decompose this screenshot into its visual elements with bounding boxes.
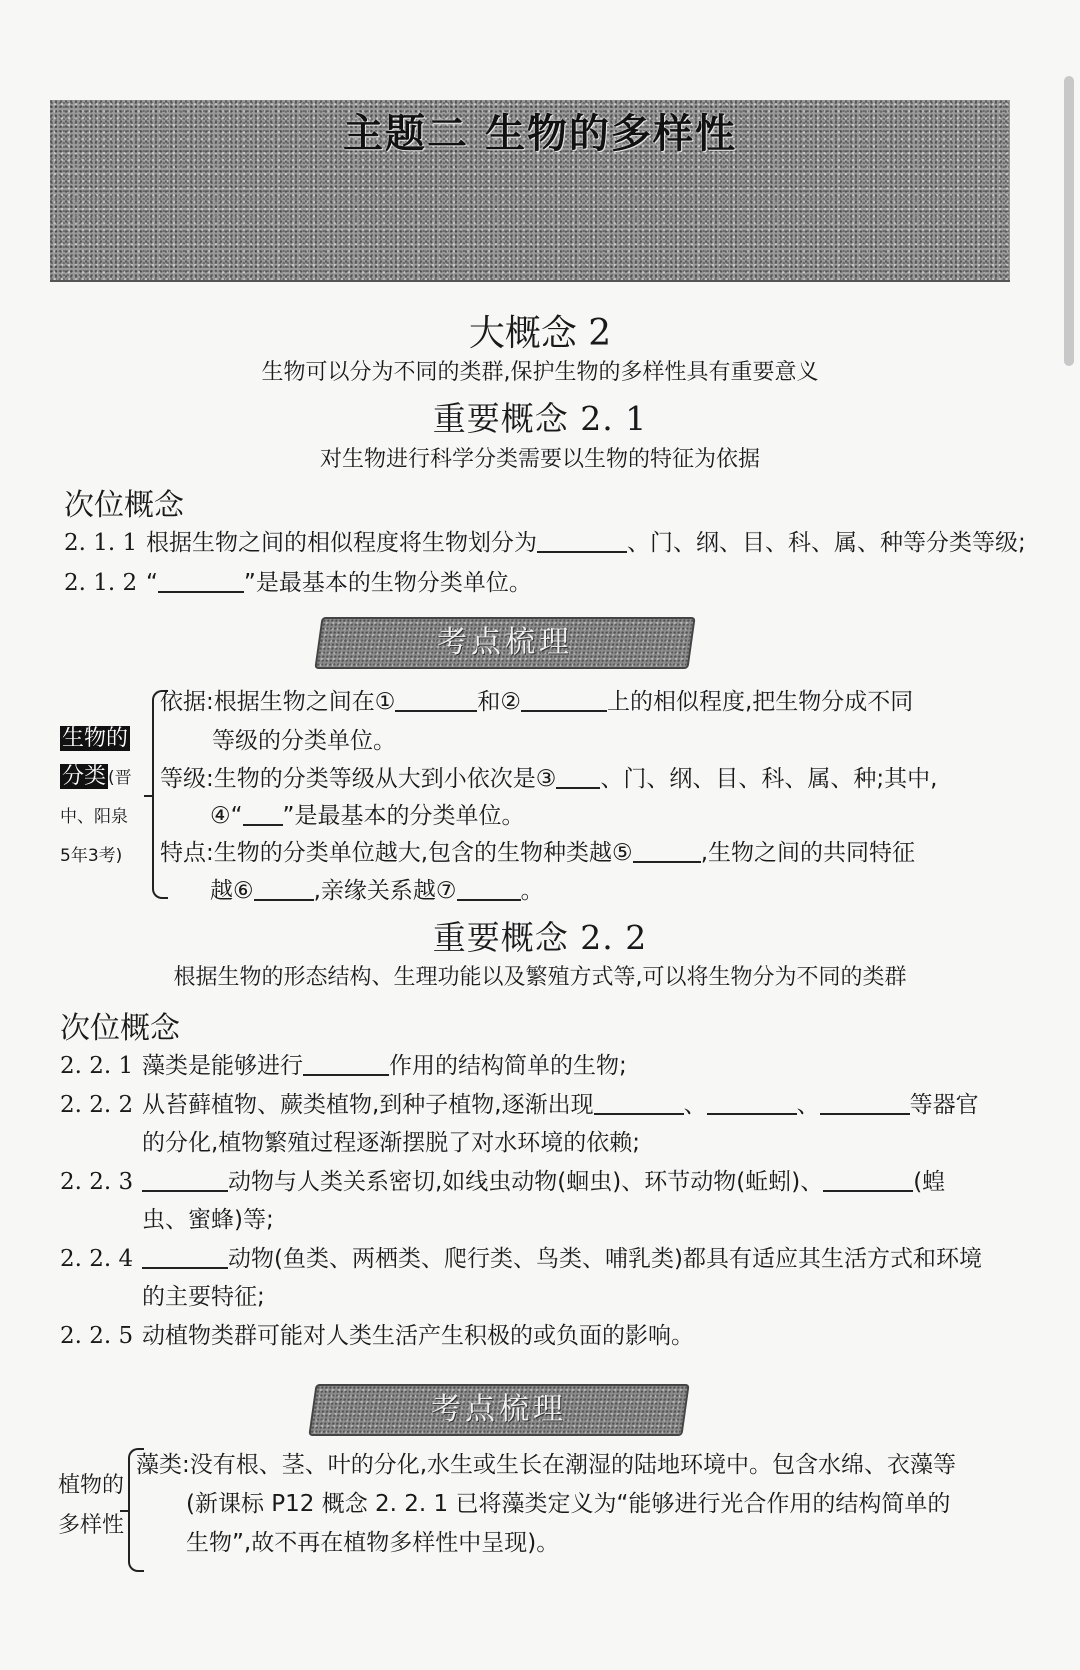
concept-2-1-title: 重要概念 2. 1 <box>432 399 648 438</box>
label-line: 植物的 <box>58 1473 125 1498</box>
sub-concept-heading-2: 次位概念 <box>60 1011 180 1046</box>
basis-line <box>160 683 913 716</box>
algae-line-2: (新课标 P12 概念 2. 2. 1 已将藻类定义为“能够进行光合作用的结构简单的 <box>186 1491 951 1517</box>
item-number: 2. 2. 1 <box>60 1053 134 1079</box>
list-item <box>60 1086 979 1119</box>
text: 、门、纲、目、科、属、种;其中, <box>600 766 938 792</box>
item-text: 根据生物之间的相似程度将生物划分为 <box>146 530 537 556</box>
item-number: 2. 2. 3 <box>60 1169 134 1195</box>
label-line: 分类 <box>62 764 107 789</box>
text: 、 <box>683 1092 707 1118</box>
label-line: 5年3考) <box>60 846 123 866</box>
text: 上的相似程度,把生物分成不同 <box>607 689 914 715</box>
concept-2-2-statement: 根据生物的形态结构、生理功能以及繁殖方式等,可以将生物分为不同的类群 <box>173 965 907 990</box>
label-line: 多样性 <box>58 1513 125 1538</box>
list-item <box>60 1317 694 1350</box>
list-item <box>64 564 532 597</box>
item-text: ”是最基本的生物分类单位。 <box>243 570 532 596</box>
big-concept-statement: 生物可以分为不同的类群,保护生物的多样性具有重要意义 <box>261 360 819 385</box>
fill-blank <box>457 876 521 901</box>
text: 。 <box>520 878 544 904</box>
list-item <box>60 1163 945 1196</box>
text: ,亲缘关系越⑦ <box>313 878 457 904</box>
text: 作用的结构简单的生物; <box>389 1053 627 1079</box>
item-text: “ <box>146 570 158 596</box>
fill-blank <box>537 528 627 553</box>
list-item-continued: 虫、蜜蜂)等; <box>142 1207 274 1233</box>
text: 从苔藓植物、蕨类植物,到种子植物,逐渐出现 <box>142 1092 594 1118</box>
text: 动植物类群可能对人类生活产生积极的或负面的影响。 <box>142 1323 694 1349</box>
algae-line: 藻类:没有根、茎、叶的分化,水生或生长在潮湿的陆地环境中。包含水绵、衣藻等 <box>136 1452 957 1478</box>
fill-blank <box>243 801 283 826</box>
label-line: 生物的 <box>62 726 129 751</box>
classification-label <box>60 720 132 875</box>
rank-line-2 <box>210 797 524 830</box>
fill-blank <box>521 687 607 712</box>
fill-blank <box>158 568 244 593</box>
text: ,生物之间的共同特征 <box>700 840 915 866</box>
fill-blank <box>395 687 477 712</box>
list-item <box>64 524 1026 557</box>
badge-label: 考点梳理 <box>437 625 573 660</box>
fill-blank <box>142 1167 228 1192</box>
label-note: (晋 <box>108 768 132 788</box>
item-number: 2. 2. 2 <box>60 1092 134 1118</box>
label-line: 中、阳泉 <box>60 807 128 827</box>
item-number: 2. 1. 2 <box>64 570 138 596</box>
feature-line <box>160 834 915 867</box>
fill-blank <box>820 1090 910 1115</box>
item-number: 2. 2. 4 <box>60 1246 134 1272</box>
badge-label: 考点梳理 <box>431 1392 567 1427</box>
list-item-continued: 的分化,植物繁殖过程逐渐摆脱了对水环境的依赖; <box>142 1130 641 1156</box>
item-number: 2. 2. 5 <box>60 1323 134 1349</box>
text: ”是最基本的分类单位。 <box>282 803 525 829</box>
algae-line-3: 生物”,故不再在植物多样性中呈现)。 <box>186 1530 560 1556</box>
text: ④“ <box>210 803 243 829</box>
fill-blank <box>707 1090 797 1115</box>
text: 依据:根据生物之间在① <box>160 689 396 715</box>
key-points-badge <box>314 617 695 669</box>
text: 动物与人类关系密切,如线虫动物(蛔虫)、环节动物(蚯蚓)、 <box>228 1169 824 1195</box>
fill-blank <box>823 1167 913 1192</box>
text: 越⑥ <box>210 878 254 904</box>
feature-line-2 <box>210 872 544 905</box>
list-item <box>60 1047 627 1080</box>
fill-blank <box>633 838 701 863</box>
text: (蝗 <box>913 1169 946 1195</box>
sub-concept-heading: 次位概念 <box>64 488 184 523</box>
key-points-badge-2 <box>308 1384 689 1436</box>
text: 和② <box>477 689 521 715</box>
text: 特点:生物的分类单位越大,包含的生物种类越⑤ <box>160 840 633 866</box>
chapter-title: 主题二 生物的多样性 <box>343 111 737 157</box>
item-number: 2. 1. 1 <box>64 530 138 556</box>
brace <box>152 690 168 899</box>
text: 藻类是能够进行 <box>142 1053 303 1079</box>
fill-blank <box>254 876 314 901</box>
big-concept-title: 大概念 2 <box>468 313 612 354</box>
fill-blank <box>303 1051 389 1076</box>
item-text: 、门、纲、目、科、属、种等分类等级; <box>627 530 1026 556</box>
text: 、 <box>796 1092 820 1118</box>
list-item-continued: 的主要特征; <box>142 1284 265 1310</box>
basis-line-2: 等级的分类单位。 <box>212 728 396 754</box>
text: 等级:生物的分类等级从大到小依次是③ <box>160 766 557 792</box>
concept-2-1-statement: 对生物进行科学分类需要以生物的特征为依据 <box>319 447 760 472</box>
rank-line <box>160 760 937 793</box>
list-item <box>60 1240 982 1273</box>
concept-2-2-title: 重要概念 2. 2 <box>432 918 648 957</box>
plants-label <box>58 1466 124 1546</box>
text: 等器官 <box>909 1092 979 1118</box>
fill-blank <box>142 1244 228 1269</box>
fill-blank <box>556 764 600 789</box>
text: 动物(鱼类、两栖类、爬行类、鸟类、哺乳类)都具有适应其生活方式和环境 <box>228 1246 982 1272</box>
fill-blank <box>594 1090 684 1115</box>
